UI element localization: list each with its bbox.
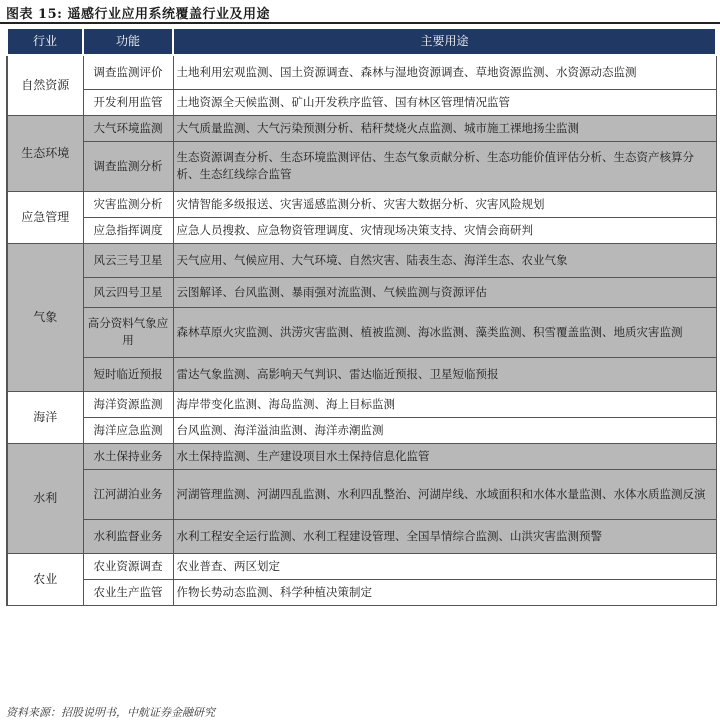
industry-usage-table (6, 27, 717, 606)
table-row (7, 391, 716, 417)
function-cell: 调查监测分析 (83, 141, 173, 191)
main-use-cell: 河湖管理监测、河湖四乱监测、水利四乱整治、河湖岸线、水域面积和水体水量监测、水体水质监测反演 (173, 469, 716, 519)
header-main-use: 主要用途 (173, 28, 716, 55)
table-row (7, 307, 716, 357)
table-row (7, 443, 716, 469)
main-use-cell: 云图解译、台风监测、暴雨强对流监测、气候监测与资源评估 (173, 277, 716, 307)
table-row (7, 469, 716, 519)
table-row (7, 357, 716, 391)
source-note: 资料来源：招股说明书，中航证券金融研究 (6, 706, 215, 719)
function-cell: 江河湖泊业务 (83, 469, 173, 519)
header-function: 功能 (83, 28, 173, 55)
function-cell: 海洋应急监测 (83, 417, 173, 443)
table-row (7, 519, 716, 553)
table-row (7, 277, 716, 307)
function-cell: 风云三号卫星 (83, 243, 173, 277)
industry-cell: 应急管理 (7, 191, 83, 243)
main-use-cell: 应急人员搜救、应急物资管理调度、灾情现场决策支持、灾情会商研判 (173, 217, 716, 243)
table-row (7, 579, 716, 605)
function-cell: 高分资料气象应用 (83, 307, 173, 357)
table-row (7, 417, 716, 443)
main-use-cell: 生态资源调查分析、生态环境监测评估、生态气象贡献分析、生态功能价值评估分析、生态资产核算分析、生态红线综合监管 (173, 141, 716, 191)
main-use-cell: 土地资源全天候监测、矿山开发秩序监管、国有林区管理情况监管 (173, 89, 716, 115)
main-use-cell: 灾情智能多级报送、灾害遥感监测分析、灾害大数据分析、灾害风险规划 (173, 191, 716, 217)
function-cell: 农业生产监管 (83, 579, 173, 605)
function-cell: 应急指挥调度 (83, 217, 173, 243)
main-use-cell: 森林草原火灾监测、洪涝灾害监测、植被监测、海冰监测、藻类监测、积雪覆盖监测、地质灾害监测 (173, 307, 716, 357)
industry-cell: 气象 (7, 243, 83, 391)
function-cell: 短时临近预报 (83, 357, 173, 391)
function-cell: 调查监测评价 (83, 55, 173, 89)
table-header-row (7, 28, 716, 55)
title-divider (0, 22, 720, 24)
main-use-cell: 台风监测、海洋溢油监测、海洋赤潮监测 (173, 417, 716, 443)
table-row (7, 217, 716, 243)
table-row (7, 191, 716, 217)
main-use-cell: 天气应用、气候应用、大气环境、自然灾害、陆表生态、海洋生态、农业气象 (173, 243, 716, 277)
main-use-cell: 大气质量监测、大气污染预测分析、秸秆焚烧火点监测、城市施工裸地扬尘监测 (173, 115, 716, 141)
function-cell: 农业资源调查 (83, 553, 173, 579)
figure-title: 图表 15: 遥感行业应用系统覆盖行业及用途 (6, 7, 270, 22)
function-cell: 海洋资源监测 (83, 391, 173, 417)
table-row (7, 141, 716, 191)
main-use-cell: 农业普查、两区划定 (173, 553, 716, 579)
industry-cell: 农业 (7, 553, 83, 605)
function-cell: 大气环境监测 (83, 115, 173, 141)
table-body (7, 55, 716, 605)
industry-cell: 生态环境 (7, 115, 83, 191)
industry-cell: 海洋 (7, 391, 83, 443)
function-cell: 开发利用监管 (83, 89, 173, 115)
function-cell: 水土保持业务 (83, 443, 173, 469)
table-row (7, 89, 716, 115)
table-row (7, 55, 716, 89)
main-use-cell: 水利工程安全运行监测、水利工程建设管理、全国旱情综合监测、山洪灾害监测预警 (173, 519, 716, 553)
main-use-cell: 作物长势动态监测、科学种植决策制定 (173, 579, 716, 605)
main-use-cell: 雷达气象监测、高影响天气判识、雷达临近预报、卫星短临预报 (173, 357, 716, 391)
function-cell: 灾害监测分析 (83, 191, 173, 217)
table-row (7, 243, 716, 277)
industry-cell: 水利 (7, 443, 83, 553)
function-cell: 风云四号卫星 (83, 277, 173, 307)
table-row (7, 115, 716, 141)
function-cell: 水利监督业务 (83, 519, 173, 553)
industry-cell: 自然资源 (7, 55, 83, 115)
main-use-cell: 水土保持监测、生产建设项目水土保持信息化监管 (173, 443, 716, 469)
main-use-cell: 海岸带变化监测、海岛监测、海上目标监测 (173, 391, 716, 417)
table-row (7, 553, 716, 579)
header-industry: 行业 (7, 28, 83, 55)
main-use-cell: 土地利用宏观监测、国土资源调查、森林与湿地资源调查、草地资源监测、水资源动态监测 (173, 55, 716, 89)
